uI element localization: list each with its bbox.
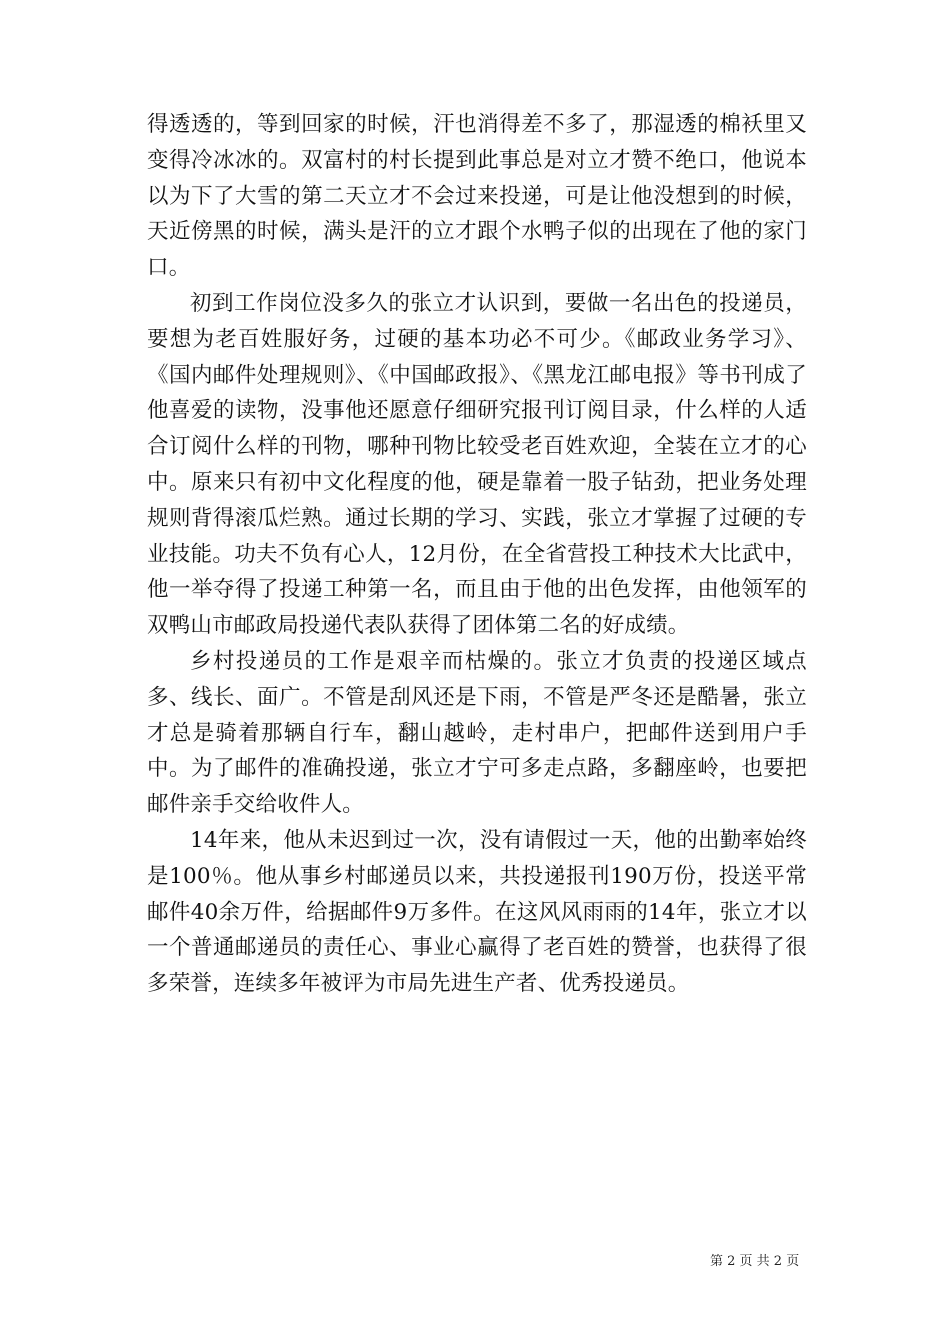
paragraph-4: 14年来，他从未迟到过一次，没有请假过一天，他的出勤率始终是100％。他从事乡村邮递员以来，共投递报刊190万份，投送平常邮件40余万件，给据邮件9万多件。在这风风雨雨的14年，张立才以一个普通邮递员的责任心、事业心赢得了老百姓的赞誉，也获得了很多荣誉，连续多年被评为市局先进生产者、优秀投递员。	[147, 827, 807, 997]
paragraph-1: 得透透的，等到回家的时候，汗也消得差不多了，那湿透的棉袄里又变得冷冰冰的。双富村的村长提到此事总是对立才赞不绝口，他说本以为下了大雪的第二天立才不会过来投递，可是让他没想到的时候，天近傍黑的时候，满头是汗的立才跟个水鸭子似的出现在了他的家门口。	[147, 112, 807, 281]
document-body	[147, 107, 807, 1002]
page-number-footer: 第 2 页 共 2 页	[710, 1254, 800, 1269]
paragraph-3: 乡村投递员的工作是艰辛而枯燥的。张立才负责的投递区域点多、线长、面广。不管是刮风还是下雨，不管是严冬还是酷暑，张立才总是骑着那辆自行车，翻山越岭，走村串户，把邮件送到用户手中。为了邮件的准确投递，张立才宁可多走点路，多翻座岭，也要把邮件亲手交给收件人。	[147, 648, 807, 818]
paragraph-2: 初到工作岗位没多久的张立才认识到，要做一名出色的投递员，要想为老百姓服好务，过硬的基本功必不可少。《邮政业务学习》、《国内邮件处理规则》、《中国邮政报》、《黑龙江邮电报》等书刊成了他喜爱的读物，没事他还愿意仔细研究报刊订阅目录，什么样的人适合订阅什么样的刊物，哪种刊物比较受老百姓欢迎，全装在立才的心中。原来只有初中文化程度的他，硬是靠着一股子钻劲，把业务处理规则背得滚瓜烂熟。通过长期的学习、实践，张立才掌握了过硬的专业技能。功夫不负有心人，12月份，在全省营投工种技术大比武中，他一举夺得了投递工种第一名，而且由于他的出色发挥，由他领军的双鸭山市邮政局投递代表队获得了团体第二名的好成绩。	[147, 290, 807, 639]
